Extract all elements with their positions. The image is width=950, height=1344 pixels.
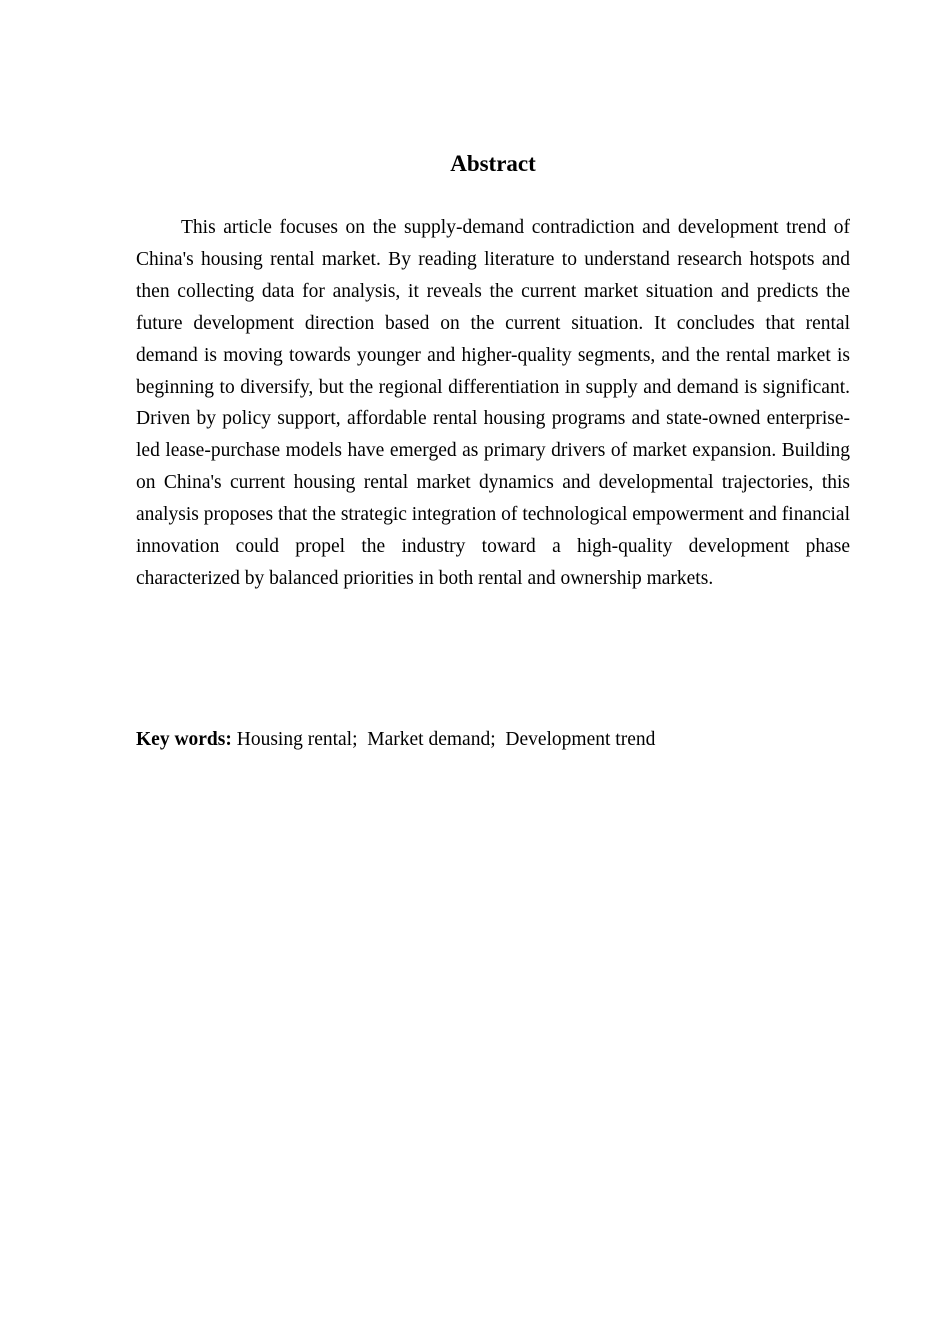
keyword-item: Housing rental xyxy=(236,729,353,750)
keywords-line xyxy=(136,724,850,756)
keyword-item: Market demand xyxy=(367,729,491,750)
keyword-separator: ; xyxy=(490,729,506,750)
abstract-title: Abstract xyxy=(450,151,536,176)
abstract-body: This article focuses on the supply-demand contradiction and development trend of China's housing rental market. By reading literature to understand research hotspots and then collecting data for analysis, it reveals the current market situation and predicts the future development direction based on the current situation. It concludes that rental demand is moving towards younger and higher-quality segments, and the rental market is beginning to diversify, but the regional differentiation in supply and demand is significant. Driven by policy support, affordable rental housing programs and state-owned enterprise-led lease-purchase models have emerged as primary drivers of market expansion. Building on China's current housing rental market dynamics and developmental trajectories, this analysis proposes that the strategic integration of technological empowerment and financial innovation could propel the industry toward a high-quality development phase characterized by balanced priorities in both rental and ownership markets. xyxy=(136,217,850,589)
keyword-separator: ; xyxy=(352,729,368,750)
keyword-item: Development trend xyxy=(505,729,656,750)
keywords-label: Key words: xyxy=(136,729,232,750)
